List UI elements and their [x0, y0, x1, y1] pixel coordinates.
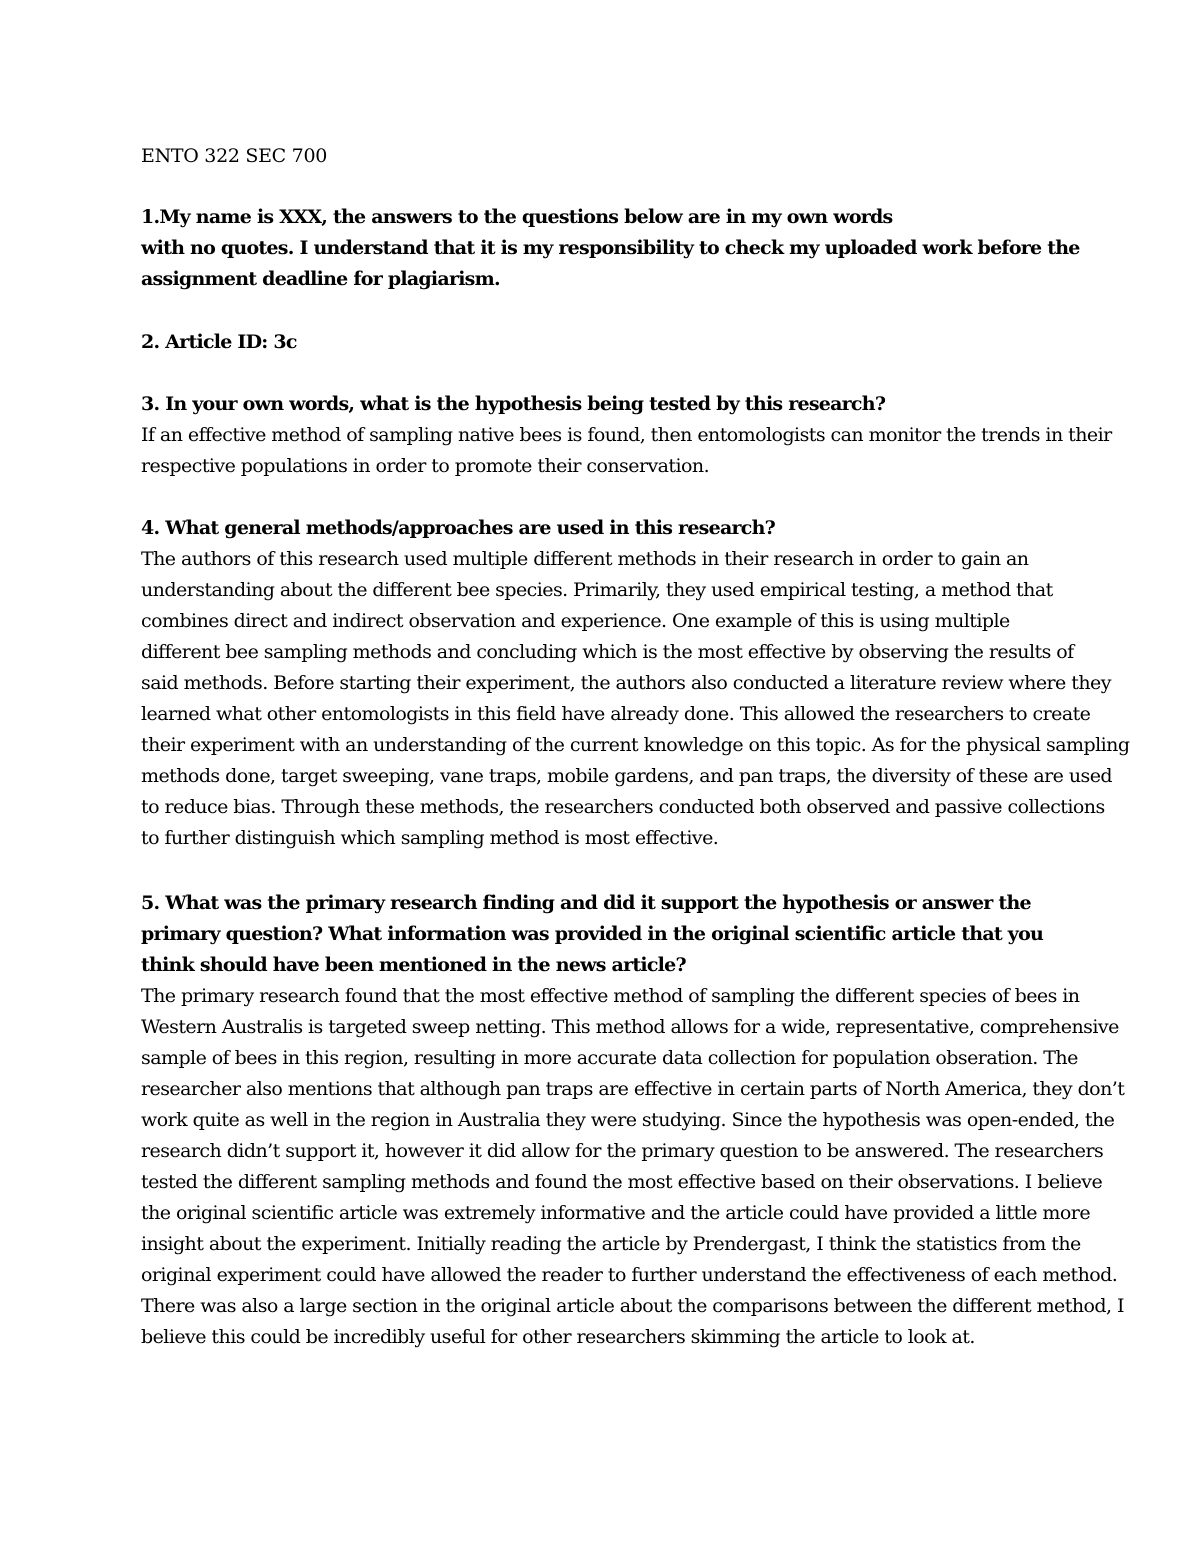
question-1-statement	[141, 202, 1171, 295]
q4-answer-line: The authors of this research used multiple different methods in their research in order to gain an	[141, 548, 1029, 570]
question-5-section	[141, 888, 1171, 1353]
question-2-article-id	[141, 327, 1171, 358]
q5-answer-line: the original scientific article was extremely informative and the article could have provided a little more	[141, 1202, 1091, 1224]
q5-answer-line: original experiment could have allowed the reader to further understand the effectiveness of each method.	[141, 1264, 1118, 1286]
q5-question-line: primary question? What information was provided in the original scientific article that you	[141, 923, 1044, 945]
q5-answer-line: work quite as well in the region in Australia they were studying. Since the hypothesis was open-ended, the	[141, 1109, 1115, 1131]
course-title: ENTO 322 SEC 700	[141, 145, 328, 167]
q5-answer-line: research didn’t support it, however it did allow for the primary question to be answered. The researchers	[141, 1140, 1104, 1162]
q5-question-line: 5. What was the primary research finding and did it support the hypothesis or answer the	[141, 892, 1031, 914]
q4-question: 4. What general methods/approaches are used in this research?	[141, 517, 776, 539]
q4-answer-line: methods done, target sweeping, vane traps, mobile gardens, and pan traps, the diversity of these are used	[141, 765, 1113, 787]
q4-answer-line: their experiment with an understanding of the current knowledge on this topic. As for the physical sampling	[141, 734, 1130, 756]
q5-answer-line: tested the different sampling methods and found the most effective based on their observations. I believe	[141, 1171, 1103, 1193]
q4-answer-line: different bee sampling methods and concluding which is the most effective by observing the results of	[141, 641, 1074, 663]
q5-answer-line: The primary research found that the most effective method of sampling the different species of bees in	[141, 985, 1080, 1007]
q5-answer-line: There was also a large section in the original article about the comparisons between the different method, I	[141, 1295, 1124, 1317]
q4-answer-line: understanding about the different bee species. Primarily, they used empirical testing, a method that	[141, 579, 1053, 601]
q5-answer-line: researcher also mentions that although pan traps are effective in certain parts of North America, they don’t	[141, 1078, 1125, 1100]
question-3-section	[141, 389, 1171, 482]
q4-answer-line: said methods. Before starting their experiment, the authors also conducted a literature review where they	[141, 672, 1111, 694]
question-4-section	[141, 513, 1171, 854]
q5-answer-line: believe this could be incredibly useful for other researchers skimming the article to look at.	[141, 1326, 975, 1348]
q1-line: assignment deadline for plagiarism.	[141, 268, 500, 290]
q4-answer-line: to further distinguish which sampling method is most effective.	[141, 827, 719, 849]
q4-answer-line: learned what other entomologists in this field have already done. This allowed the researchers to create	[141, 703, 1091, 725]
q4-answer-line: to reduce bias. Through these methods, the researchers conducted both observed and passive collections	[141, 796, 1105, 818]
q3-answer-line: respective populations in order to promote their conservation.	[141, 455, 710, 477]
q5-answer-line: sample of bees in this region, resulting in more accurate data collection for population obseration. The	[141, 1047, 1078, 1069]
q5-answer-line: Western Australis is targeted sweep netting. This method allows for a wide, representative, comprehensive	[141, 1016, 1119, 1038]
q4-answer-line: combines direct and indirect observation and experience. One example of this is using multiple	[141, 610, 1010, 632]
q1-line: 1.My name is XXX, the answers to the questions below are in my own words	[141, 206, 893, 228]
q5-question-line: think should have been mentioned in the news article?	[141, 954, 686, 976]
course-header	[141, 141, 1171, 172]
article-id: 2. Article ID: 3c	[141, 331, 297, 353]
q1-line: with no quotes. I understand that it is my responsibility to check my uploaded work before the	[141, 237, 1080, 259]
q3-question: 3. In your own words, what is the hypothesis being tested by this research?	[141, 393, 886, 415]
q5-answer-line: insight about the experiment. Initially reading the article by Prendergast, I think the statistics from the	[141, 1233, 1081, 1255]
q3-answer-line: If an effective method of sampling native bees is found, then entomologists can monitor the trends in their	[141, 424, 1112, 446]
